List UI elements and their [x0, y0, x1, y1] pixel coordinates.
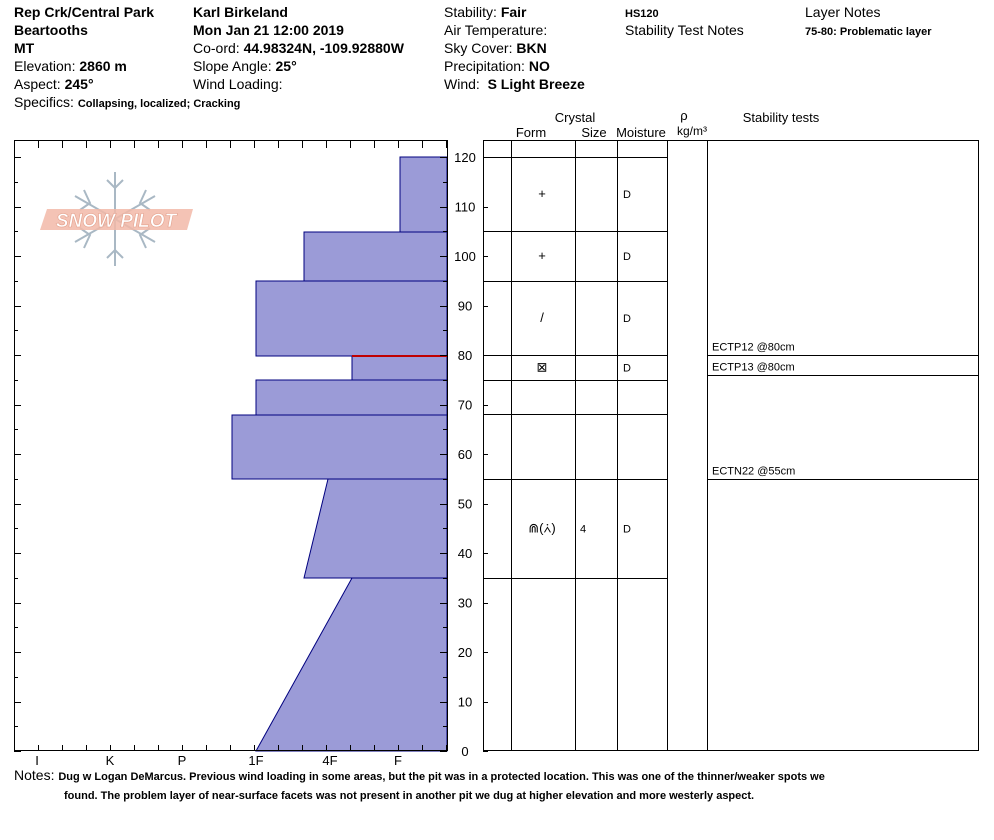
mountain-range: Beartooths	[14, 22, 88, 38]
depth-label-60: 60	[457, 447, 473, 462]
layer-form-0: +	[538, 186, 546, 202]
depth-label-100: 100	[454, 249, 476, 264]
layer-form-2: /	[540, 309, 544, 325]
state: MT	[14, 40, 35, 56]
layer-notes-label: Layer Notes	[805, 4, 881, 20]
depth-label-120: 120	[454, 150, 476, 165]
hardness-layer-95-80	[256, 281, 447, 356]
slope-label: Slope Angle:	[193, 58, 272, 74]
depth-label-0: 0	[461, 744, 469, 759]
stability-tests-header: Stability tests	[742, 110, 820, 125]
specifics-value: Collapsing, localized; Cracking	[77, 98, 241, 110]
depth-label-30: 30	[457, 595, 473, 611]
air-temp-label: Air Temperature:	[444, 22, 548, 38]
datetime: Mon Jan 21 12:00 2019	[193, 22, 344, 38]
observer: Karl Birkeland	[193, 4, 288, 20]
depth-label-110: 110	[454, 199, 476, 215]
crystal-header: Crystal	[554, 110, 596, 125]
aspect-value: 245°	[64, 76, 94, 92]
density-unit: kg/m³	[677, 124, 707, 138]
location-name: Rep Crk/Central Park	[14, 4, 155, 20]
precip-label: Precipitation:	[444, 58, 525, 74]
depth-label-20: 20	[457, 645, 473, 660]
layer-moisture-0: D	[623, 189, 631, 202]
table-headers	[516, 108, 820, 140]
sky-value: BKN	[516, 40, 547, 56]
hardness-label-P: P	[177, 753, 187, 768]
hardness-label-I: I	[35, 753, 39, 768]
stability-test-labels	[712, 342, 795, 478]
layer-form-6: ⋒(⩑)	[528, 520, 556, 536]
depth-label-50: 50	[457, 496, 473, 512]
elevation-value: 2860 m	[79, 58, 127, 74]
hardness-layer-80-75	[352, 356, 447, 380]
layer-moisture-1: D	[623, 251, 631, 263]
hardness-layer-75-68	[256, 380, 447, 415]
precip-value: NO	[528, 58, 550, 74]
stability-test-2: ECTN22 @55cm	[712, 465, 796, 478]
depth-label-10: 10	[457, 694, 473, 710]
coord-value: 44.98324N, -109.92880W	[243, 40, 404, 56]
aspect-label: Aspect:	[14, 76, 61, 92]
hardness-label-K: K	[105, 753, 115, 768]
hardness-label-4F: 4F	[322, 753, 338, 768]
notes-section	[14, 766, 984, 806]
coord-label: Co-ord:	[193, 40, 240, 56]
hardness-label-F: F	[394, 753, 402, 768]
depth-label-40: 40	[457, 546, 473, 561]
hardness-label-1F: 1F	[248, 753, 264, 768]
size-header: Size	[581, 125, 607, 140]
layer-form-1: +	[538, 248, 546, 263]
layer-cells	[528, 186, 631, 535]
layer-moisture-2: D	[623, 312, 631, 325]
layer-note: 75-80: Problematic layer	[805, 26, 932, 38]
hardness-layer-120-105	[400, 157, 447, 232]
stability-test-0: ECTP12 @80cm	[712, 341, 795, 354]
notes-label: Notes:	[14, 767, 55, 783]
sky-label: Sky Cover:	[444, 40, 513, 56]
specifics-label: Specifics:	[14, 94, 74, 110]
hardness-layer-35-0	[256, 578, 447, 751]
moisture-header: Moisture	[616, 125, 666, 140]
hardness-profile	[232, 157, 447, 751]
snowpilot-logo	[40, 172, 193, 266]
form-header: Form	[515, 125, 547, 140]
stability-value: Fair	[500, 4, 527, 20]
layer-size-6: 4	[580, 523, 587, 536]
stability-test-1: ECTP13 @80cm	[712, 361, 795, 374]
depth-labels	[454, 150, 476, 759]
elevation-label: Elevation:	[14, 58, 76, 74]
depth-label-90: 90	[457, 298, 473, 314]
wind-label: Wind:	[444, 76, 480, 92]
layer-moisture-3: D	[623, 362, 631, 375]
wind-loading-label: Wind Loading:	[193, 76, 283, 92]
left-ticks	[14, 158, 21, 752]
hardness-layer-55-35	[304, 479, 447, 578]
total-height: HS120	[625, 8, 659, 20]
stability-test-lines	[707, 356, 979, 480]
layer-form-3: ⊠	[536, 359, 548, 375]
notes-line-2: found. The problem layer of near-surface facets was not present in another pit we dug at higher elevation and more westerly aspect.	[64, 790, 755, 802]
layer-moisture-6: D	[623, 523, 631, 536]
top-ticks	[15, 140, 447, 148]
hardness-layer-105-95	[304, 232, 447, 281]
hardness-layer-68-55	[232, 415, 447, 479]
notes-line-1: Dug w Logan DeMarcus. Previous wind loading in some areas, but the pit was in a protected location. This was one of the thinner/weaker spots we	[58, 771, 825, 783]
stability-test-notes-label: Stability Test Notes	[625, 22, 744, 38]
depth-label-80: 80	[457, 348, 473, 363]
logo-text: SNOW PILOT	[55, 211, 177, 232]
density-rho: ρ	[680, 108, 688, 123]
slope-value: 25°	[275, 58, 297, 74]
wind-value: S Light Breeze	[487, 76, 585, 92]
depth-label-70: 70	[457, 397, 473, 413]
stability-label: Stability:	[444, 4, 497, 20]
